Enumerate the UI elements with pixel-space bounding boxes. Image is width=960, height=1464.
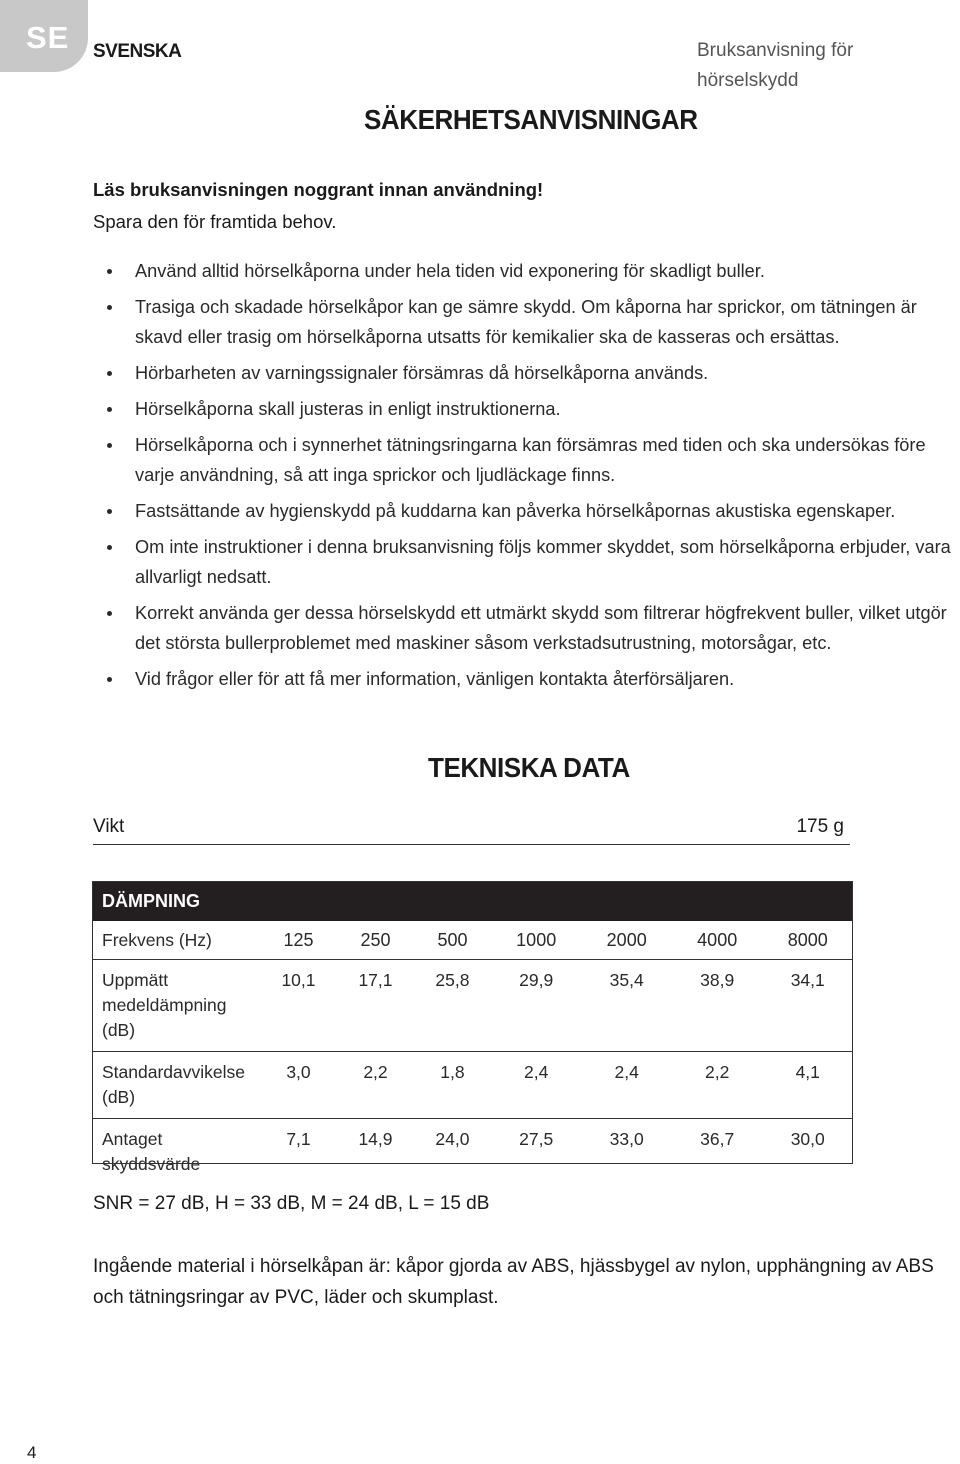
document-subtitle: Bruksanvisning för hörselskydd	[697, 40, 854, 91]
safety-heading: SÄKERHETSANVISNINGAR	[364, 104, 698, 135]
table-cell: 2,2	[337, 1052, 414, 1119]
table-cell: 1,8	[414, 1052, 491, 1119]
attenuation-table	[92, 881, 853, 1185]
table-cell: 24,0	[435, 1129, 470, 1149]
safety-bullet: Hörselkåporna skall justeras in enligt instruktionerna.	[107, 394, 957, 424]
table-cell: 34,1	[762, 960, 853, 1052]
frequency-cell: 2000	[581, 921, 672, 960]
weight-row	[93, 814, 850, 845]
table-cell: 35,4	[581, 960, 672, 1052]
table-cell: 29,9	[491, 960, 582, 1052]
table-row	[92, 1052, 853, 1119]
frequency-cell: 250	[337, 921, 414, 960]
table-cell: 3,0	[260, 1052, 337, 1119]
weight-label: Vikt	[93, 816, 125, 837]
frequency-cell: 125	[260, 921, 337, 960]
row-label: Uppmätt medeldämpning (dB)	[92, 960, 260, 1052]
safety-bullet: Hörbarheten av varningssignaler försämras då hörselkåporna används.	[107, 358, 957, 388]
language-name: SVENSKA	[93, 41, 182, 62]
frequency-cell: 8000	[762, 921, 853, 960]
table-cell: 30,0	[790, 1129, 825, 1149]
table-cell: 36,7	[700, 1129, 735, 1149]
language-tab	[0, 0, 88, 72]
page-number: 4	[27, 1443, 37, 1462]
safety-bullet: Fastsättande av hygienskydd på kuddarna kan påverka hörselkåpornas akustiska egenskaper.	[107, 496, 957, 526]
table-cell: 2,4	[581, 1052, 672, 1119]
frequency-cell: 500	[414, 921, 491, 960]
safety-bullet: Hörselkåporna och i synnerhet tätningsringarna kan försämras med tiden och ska undersökas före varje användning, så att inga sprickor och ljudläckage finns.	[107, 430, 957, 490]
attenuation-table-title: DÄMPNING	[92, 881, 853, 921]
table-cell: 4,1	[762, 1052, 853, 1119]
safety-bullet: Vid frågor eller för att få mer information, vänligen kontakta återförsäljaren.	[107, 664, 957, 694]
tech-data-heading: TEKNISKA DATA	[428, 752, 630, 783]
frequency-cell: 1000	[491, 921, 582, 960]
safety-bullet: Korrekt använda ger dessa hörselskydd ett utmärkt skydd som filtrerar högfrekvent buller, vilket utgör det största bullerproblemet med maskiner såsom verkstadsutrustning, motorsågar, etc.	[107, 598, 957, 658]
table-cell: 2,2	[672, 1052, 763, 1119]
safety-bullet-list	[107, 256, 957, 700]
table-cell: 7,1	[286, 1129, 311, 1149]
table-cell: 17,1	[337, 960, 414, 1052]
frequency-label: Frekvens (Hz)	[92, 921, 260, 960]
table-cell: 2,4	[491, 1052, 582, 1119]
row-label: Standardavvikelse (dB)	[92, 1052, 260, 1119]
table-row	[92, 960, 853, 1052]
safety-bullet: Använd alltid hörselkåporna under hela tiden vid exponering för skadligt buller.	[107, 256, 957, 286]
materials-text: Ingående material i hörselkåpan är: kåpor gjorda av ABS, hjässbygel av nylon, upphängning av ABS och tätningsringar av PVC, läder och skumplast.	[93, 1256, 934, 1308]
frequency-cell: 4000	[672, 921, 763, 960]
safety-intro	[93, 174, 543, 238]
table-row	[92, 1119, 853, 1186]
safety-bullet: Om inte instruktioner i denna bruksanvisning följs kommer skyddet, som hörselkåporna erbjuder, vara allvarligt nedsatt.	[107, 532, 957, 592]
language-code: SE	[26, 20, 70, 55]
frequency-row	[92, 921, 853, 960]
table-cell: 25,8	[414, 960, 491, 1052]
weight-value: 175 g	[796, 816, 844, 837]
intro-note: Spara den för framtida behov.	[93, 211, 337, 232]
table-cell: 10,1	[260, 960, 337, 1052]
table-cell: 38,9	[672, 960, 763, 1052]
table-cell: 14,9	[358, 1129, 393, 1149]
table-cell: 27,5	[519, 1129, 554, 1149]
intro-warning: Läs bruksanvisningen noggrant innan användning!	[93, 179, 544, 200]
snr-values: SNR = 27 dB, H = 33 dB, M = 24 dB, L = 15 dB	[93, 1193, 490, 1214]
row-label: Antaget skyddsvärde	[102, 1129, 201, 1174]
table-cell: 33,0	[609, 1129, 644, 1149]
safety-bullet: Trasiga och skadade hörselkåpor kan ge sämre skydd. Om kåporna har sprickor, om tätningen är skavd eller trasig om hörselkåporna utsatts för kemikalier ska de kasseras och ersättas.	[107, 292, 957, 352]
